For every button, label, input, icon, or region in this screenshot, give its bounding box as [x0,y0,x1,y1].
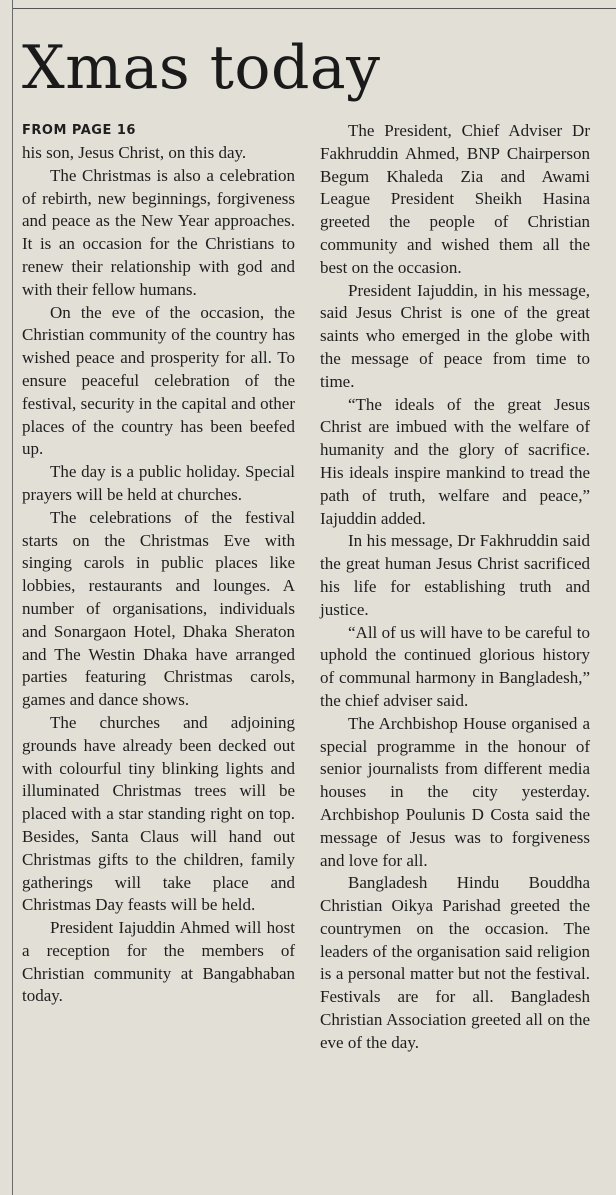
headline: Xmas today [22,33,381,103]
paragraph: President Iajuddin, in his message, said Jesus Christ is one of the great saints who emerged in the globe with the message of peace from time to time. [320,280,590,391]
kicker: FROM PAGE 16 [22,123,136,138]
paragraph: his son, Jesus Christ, on this day. [22,143,247,162]
paragraph: On the eve of the occasion, the Christian community of the country has wished peace and prosperity for all. To ensure peaceful celebration of the festival, security in the capital and other places of the country has been beefed up. [22,302,295,459]
left-column [22,120,295,1008]
paragraph: President Iajuddin Ahmed will host a reception for the members of Christian community at Bangabhaban today. [22,918,295,1006]
paragraph: The celebrations of the festival starts on the Christmas Eve with singing carols in public places like lobbies, restaurants and lounges. A number of organisations, individuals and Sonargaon Hotel, Dhaka Sheraton and The Westin Dhaka have arranged parties featuring Christmas carols, games and dance shows. [22,507,295,710]
column-rule [12,0,13,1195]
paragraph: “The ideals of the great Jesus Christ are imbued with the welfare of humanity and the glory of sacrifice. His ideals inspire mankind to tread the path of truth, welfare and peace,” Iajuddin added. [320,394,590,528]
paragraph: The President, Chief Adviser Dr Fakhruddin Ahmed, BNP Chairperson Begum Khaleda Zia and Awami League President Sheikh Hasina greeted the people of Christian community and wished them all the best on the occasion. [320,121,590,277]
paragraph: The day is a public holiday. Special prayers will be held at churches. [22,462,295,504]
paragraph: The Christmas is also a celebration of rebirth, new beginnings, forgiveness and peace as the New Year approaches. It is an occasion for the Christians to renew their relationship with god and with their fellow humans. [22,165,295,299]
paragraph: In his message, Dr Fakhruddin said the great human Jesus Christ sacrificed his life for establishing truth and justice. [320,531,590,619]
paragraph: Bangladesh Hindu Bouddha Christian Oikya Parishad greeted the countrymen on the occasion. The leaders of the organisation said religion is a personal matter but not the festival. Festivals are for all. Bangladesh Christian Association greeted all on the eve of the day. [320,873,590,1052]
paragraph: The Archbishop House organised a special programme in the honour of senior journalists from different media houses in the city yesterday. Archbishop Poulunis D Costa said the message of Jesus was to forgiveness and love for all. [320,713,590,870]
paragraph: “All of us will have to be careful to uphold the continued glorious history of communal harmony in Bangladesh,” the chief adviser said. [320,622,590,710]
top-rule [12,0,616,9]
right-column [320,120,590,1055]
paragraph: The churches and adjoining grounds have already been decked out with colourful tiny blinking lights and illuminated Christmas trees will be placed with a star standing right on top. Besides, Santa Claus will hand out Christmas gifts to the children, family gatherings will take place and Christmas Day feasts will be held. [22,712,295,915]
